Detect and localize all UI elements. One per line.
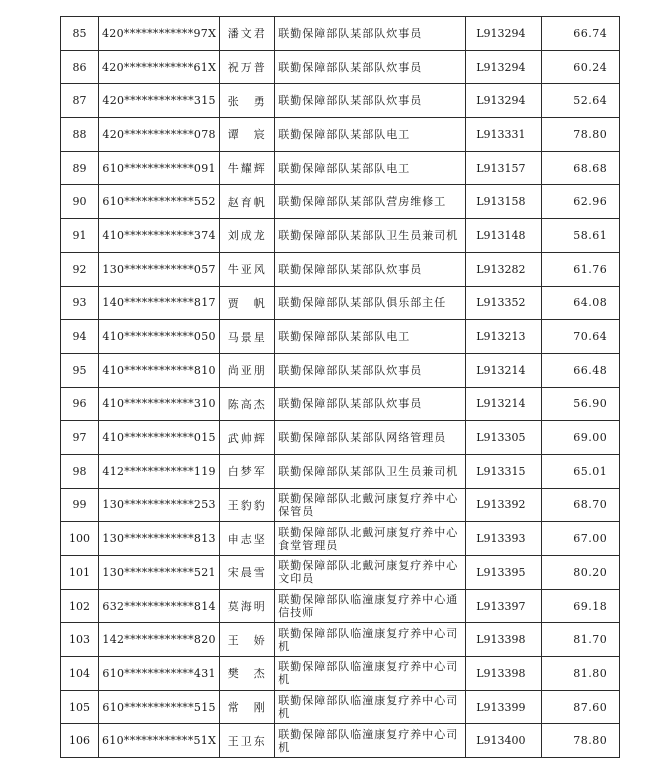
row-number-cell: 96 (61, 387, 99, 421)
score-cell: 64.08 (542, 286, 620, 320)
id-number-cell: 412************119 (99, 454, 220, 488)
position-cell: 联勤保障部队某部队卫生员兼司机 (275, 219, 466, 253)
position-code-cell: L913213 (466, 320, 542, 354)
position-cell: 联勤保障部队某部队俱乐部主任 (275, 286, 466, 320)
row-number-cell: 93 (61, 286, 99, 320)
table-row (61, 522, 620, 556)
row-number-cell: 100 (61, 522, 99, 556)
table-row (61, 556, 620, 590)
id-number-cell: 410************310 (99, 387, 220, 421)
results-table (60, 16, 620, 758)
table-row (61, 50, 620, 84)
score-cell: 78.80 (542, 724, 620, 758)
position-cell: 联勤保障部队某部队炊事员 (275, 353, 466, 387)
row-number-cell: 101 (61, 556, 99, 590)
id-number-cell: 610************515 (99, 690, 220, 724)
position-code-cell: L913214 (466, 353, 542, 387)
name-cell: 祝万普 (220, 50, 275, 84)
id-number-cell: 410************810 (99, 353, 220, 387)
row-number-cell: 97 (61, 421, 99, 455)
name-cell: 尚亚朋 (220, 353, 275, 387)
position-code-cell: L913397 (466, 589, 542, 623)
table-row (61, 488, 620, 522)
score-cell: 58.61 (542, 219, 620, 253)
position-code-cell: L913157 (466, 151, 542, 185)
name-cell: 王豹豹 (220, 488, 275, 522)
name-cell: 贾 帆 (220, 286, 275, 320)
id-number-cell: 410************015 (99, 421, 220, 455)
row-number-cell: 88 (61, 118, 99, 152)
name-cell: 樊 杰 (220, 657, 275, 691)
id-number-cell: 140************817 (99, 286, 220, 320)
table-row (61, 286, 620, 320)
position-code-cell: L913400 (466, 724, 542, 758)
id-number-cell: 410************374 (99, 219, 220, 253)
table-row (61, 353, 620, 387)
name-cell: 王卫东 (220, 724, 275, 758)
name-cell: 赵育帆 (220, 185, 275, 219)
row-number-cell: 105 (61, 690, 99, 724)
row-number-cell: 87 (61, 84, 99, 118)
score-cell: 67.00 (542, 522, 620, 556)
score-cell: 61.76 (542, 252, 620, 286)
table-row (61, 690, 620, 724)
position-cell: 联勤保障部队某部队炊事员 (275, 84, 466, 118)
score-cell: 68.68 (542, 151, 620, 185)
position-code-cell: L913395 (466, 556, 542, 590)
score-cell: 78.80 (542, 118, 620, 152)
row-number-cell: 95 (61, 353, 99, 387)
position-code-cell: L913399 (466, 690, 542, 724)
table-row (61, 219, 620, 253)
id-number-cell: 410************050 (99, 320, 220, 354)
table-body (61, 17, 620, 758)
position-cell: 联勤保障部队临潼康复疗养中心司机 (275, 690, 466, 724)
id-number-cell: 420************61X (99, 50, 220, 84)
table-row (61, 657, 620, 691)
position-code-cell: L913214 (466, 387, 542, 421)
id-number-cell: 420************315 (99, 84, 220, 118)
position-cell: 联勤保障部队某部队网络管理员 (275, 421, 466, 455)
position-cell: 联勤保障部队某部队电工 (275, 320, 466, 354)
name-cell: 王 娇 (220, 623, 275, 657)
position-cell: 联勤保障部队临潼康复疗养中心通信技师 (275, 589, 466, 623)
id-number-cell: 420************078 (99, 118, 220, 152)
name-cell: 谭 宸 (220, 118, 275, 152)
position-cell: 联勤保障部队某部队炊事员 (275, 387, 466, 421)
score-cell: 69.18 (542, 589, 620, 623)
table-row (61, 589, 620, 623)
table-row (61, 252, 620, 286)
position-cell: 联勤保障部队某部队炊事员 (275, 50, 466, 84)
id-number-cell: 610************091 (99, 151, 220, 185)
position-code-cell: L913398 (466, 623, 542, 657)
position-cell: 联勤保障部队某部队卫生员兼司机 (275, 454, 466, 488)
id-number-cell: 130************057 (99, 252, 220, 286)
name-cell: 申志坚 (220, 522, 275, 556)
position-code-cell: L913398 (466, 657, 542, 691)
row-number-cell: 102 (61, 589, 99, 623)
score-cell: 80.20 (542, 556, 620, 590)
name-cell: 牛亚风 (220, 252, 275, 286)
position-cell: 联勤保障部队北戴河康复疗养中心食堂管理员 (275, 522, 466, 556)
position-cell: 联勤保障部队某部队营房维修工 (275, 185, 466, 219)
position-cell: 联勤保障部队北戴河康复疗养中心保管员 (275, 488, 466, 522)
table-row (61, 623, 620, 657)
position-cell: 联勤保障部队某部队炊事员 (275, 17, 466, 51)
score-cell: 66.48 (542, 353, 620, 387)
id-number-cell: 610************552 (99, 185, 220, 219)
id-number-cell: 420************97X (99, 17, 220, 51)
row-number-cell: 98 (61, 454, 99, 488)
table-row (61, 118, 620, 152)
name-cell: 牛耀辉 (220, 151, 275, 185)
score-cell: 81.70 (542, 623, 620, 657)
name-cell: 潘文君 (220, 17, 275, 51)
score-cell: 52.64 (542, 84, 620, 118)
row-number-cell: 94 (61, 320, 99, 354)
table-row (61, 185, 620, 219)
id-number-cell: 130************813 (99, 522, 220, 556)
id-number-cell: 130************521 (99, 556, 220, 590)
position-code-cell: L913352 (466, 286, 542, 320)
position-code-cell: L913294 (466, 17, 542, 51)
position-cell: 联勤保障部队某部队电工 (275, 151, 466, 185)
row-number-cell: 91 (61, 219, 99, 253)
score-cell: 60.24 (542, 50, 620, 84)
position-code-cell: L913282 (466, 252, 542, 286)
table-row (61, 421, 620, 455)
id-number-cell: 142************820 (99, 623, 220, 657)
row-number-cell: 90 (61, 185, 99, 219)
position-code-cell: L913393 (466, 522, 542, 556)
table-row (61, 84, 620, 118)
row-number-cell: 85 (61, 17, 99, 51)
score-cell: 56.90 (542, 387, 620, 421)
position-code-cell: L913294 (466, 84, 542, 118)
position-cell: 联勤保障部队临潼康复疗养中心司机 (275, 623, 466, 657)
name-cell: 武帅辉 (220, 421, 275, 455)
name-cell: 刘成龙 (220, 219, 275, 253)
score-cell: 65.01 (542, 454, 620, 488)
id-number-cell: 130************253 (99, 488, 220, 522)
name-cell: 陈高杰 (220, 387, 275, 421)
row-number-cell: 89 (61, 151, 99, 185)
score-cell: 69.00 (542, 421, 620, 455)
id-number-cell: 610************431 (99, 657, 220, 691)
name-cell: 常 刚 (220, 690, 275, 724)
position-code-cell: L913294 (466, 50, 542, 84)
position-code-cell: L913392 (466, 488, 542, 522)
score-cell: 87.60 (542, 690, 620, 724)
row-number-cell: 104 (61, 657, 99, 691)
score-cell: 68.70 (542, 488, 620, 522)
table-row (61, 724, 620, 758)
name-cell: 莫海明 (220, 589, 275, 623)
row-number-cell: 99 (61, 488, 99, 522)
position-cell: 联勤保障部队临潼康复疗养中心司机 (275, 657, 466, 691)
position-cell: 联勤保障部队北戴河康复疗养中心文印员 (275, 556, 466, 590)
position-code-cell: L913315 (466, 454, 542, 488)
row-number-cell: 86 (61, 50, 99, 84)
name-cell: 马景星 (220, 320, 275, 354)
id-number-cell: 632************814 (99, 589, 220, 623)
score-cell: 62.96 (542, 185, 620, 219)
position-code-cell: L913158 (466, 185, 542, 219)
position-cell: 联勤保障部队某部队电工 (275, 118, 466, 152)
score-cell: 66.74 (542, 17, 620, 51)
position-code-cell: L913305 (466, 421, 542, 455)
table-row (61, 17, 620, 51)
name-cell: 张 勇 (220, 84, 275, 118)
table-row (61, 151, 620, 185)
position-code-cell: L913331 (466, 118, 542, 152)
row-number-cell: 106 (61, 724, 99, 758)
position-code-cell: L913148 (466, 219, 542, 253)
table-row (61, 320, 620, 354)
row-number-cell: 103 (61, 623, 99, 657)
score-cell: 81.80 (542, 657, 620, 691)
row-number-cell: 92 (61, 252, 99, 286)
name-cell: 白梦军 (220, 454, 275, 488)
name-cell: 宋晨雪 (220, 556, 275, 590)
position-cell: 联勤保障部队临潼康复疗养中心司机 (275, 724, 466, 758)
table-row (61, 387, 620, 421)
position-cell: 联勤保障部队某部队炊事员 (275, 252, 466, 286)
id-number-cell: 610************51X (99, 724, 220, 758)
score-cell: 70.64 (542, 320, 620, 354)
table-row (61, 454, 620, 488)
